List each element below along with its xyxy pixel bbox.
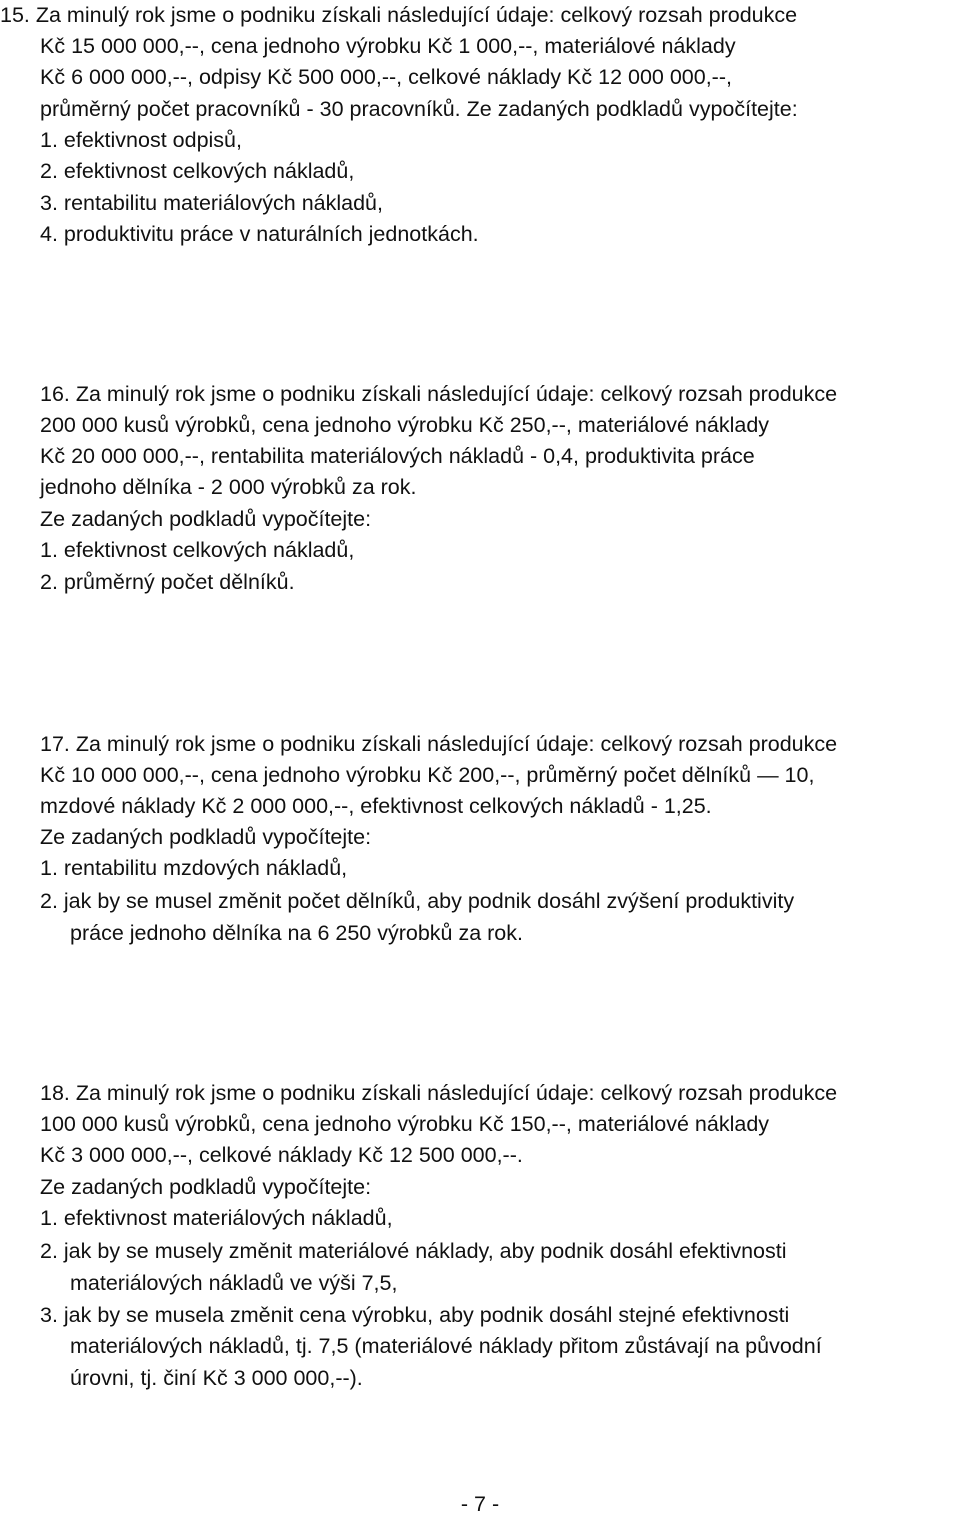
problem-16-line: Kč 20 000 000,--, rentabilita materiálových nákladů - 0,4, produktivita práce bbox=[40, 444, 755, 468]
problem-15-line: 15. Za minulý rok jsme o podniku získali následující údaje: celkový rozsah produkce bbox=[0, 3, 798, 27]
problem-16-line: 16. Za minulý rok jsme o podniku získali následující údaje: celkový rozsah produkce bbox=[40, 382, 838, 406]
problem-17-line: Kč 10 000 000,--, cena jednoho výrobku Kč 200,--, průměrný počet dělníků — 10, bbox=[40, 763, 815, 787]
problem-18-line: úrovni, tj. činí Kč 3 000 000,--). bbox=[70, 1366, 363, 1390]
problem-15-line: 1. efektivnost odpisů, bbox=[40, 128, 242, 152]
problem-18-line: 18. Za minulý rok jsme o podniku získali následující údaje: celkový rozsah produkce bbox=[40, 1081, 838, 1105]
problem-15-line: 3. rentabilitu materiálových nákladů, bbox=[40, 191, 383, 215]
problem-16-line: 2. průměrný počet dělníků. bbox=[40, 570, 295, 594]
problem-15-line: Kč 6 000 000,--, odpisy Kč 500 000,--, celkové náklady Kč 12 000 000,--, bbox=[40, 65, 732, 89]
problem-17-line: 17. Za minulý rok jsme o podniku získali následující údaje: celkový rozsah produkce bbox=[40, 732, 838, 756]
page-number: - 7 - bbox=[460, 1492, 500, 1516]
problem-15-line: Kč 15 000 000,--, cena jednoho výrobku Kč 1 000,--, materiálové náklady bbox=[40, 34, 736, 58]
problem-17-line: mzdové náklady Kč 2 000 000,--, efektivnost celkových nákladů - 1,25. bbox=[40, 794, 712, 818]
problem-17-line: práce jednoho dělníka na 6 250 výrobků za rok. bbox=[70, 921, 523, 945]
problem-18-line: 1. efektivnost materiálových nákladů, bbox=[40, 1206, 393, 1230]
problem-17-line: 2. jak by se musel změnit počet dělníků, aby podnik dosáhl zvýšení produktivity bbox=[40, 889, 795, 913]
problem-18-line: materiálových nákladů ve výši 7,5, bbox=[70, 1271, 398, 1295]
problem-16-line: 200 000 kusů výrobků, cena jednoho výrobku Kč 250,--, materiálové náklady bbox=[40, 413, 770, 437]
problem-18-line: Kč 3 000 000,--, celkové náklady Kč 12 500 000,--. bbox=[40, 1143, 523, 1167]
problem-18-line: 100 000 kusů výrobků, cena jednoho výrobku Kč 150,--, materiálové náklady bbox=[40, 1112, 770, 1136]
problem-16-line: Ze zadaných podkladů vypočítejte: bbox=[40, 507, 372, 531]
problem-17-line: Ze zadaných podkladů vypočítejte: bbox=[40, 825, 372, 849]
problem-18-line: Ze zadaných podkladů vypočítejte: bbox=[40, 1175, 372, 1199]
problem-18-line: 3. jak by se musela změnit cena výrobku, aby podnik dosáhl stejné efektivnosti bbox=[40, 1303, 790, 1327]
problem-18-line: 2. jak by se musely změnit materiálové náklady, aby podnik dosáhl efektivnosti bbox=[40, 1239, 787, 1263]
problem-17-line: 1. rentabilitu mzdových nákladů, bbox=[40, 856, 348, 880]
problem-15-line: průměrný počet pracovníků - 30 pracovníků. Ze zadaných podkladů vypočítejte: bbox=[40, 97, 798, 121]
problem-18-line: materiálových nákladů, tj. 7,5 (materiálové náklady přitom zůstávají na původní bbox=[70, 1334, 822, 1358]
problem-16-line: 1. efektivnost celkových nákladů, bbox=[40, 538, 355, 562]
problem-16-line: jednoho dělníka - 2 000 výrobků za rok. bbox=[40, 475, 417, 499]
problem-15-line: 2. efektivnost celkových nákladů, bbox=[40, 159, 355, 183]
problem-15-line: 4. produktivitu práce v naturálních jednotkách. bbox=[40, 222, 479, 246]
